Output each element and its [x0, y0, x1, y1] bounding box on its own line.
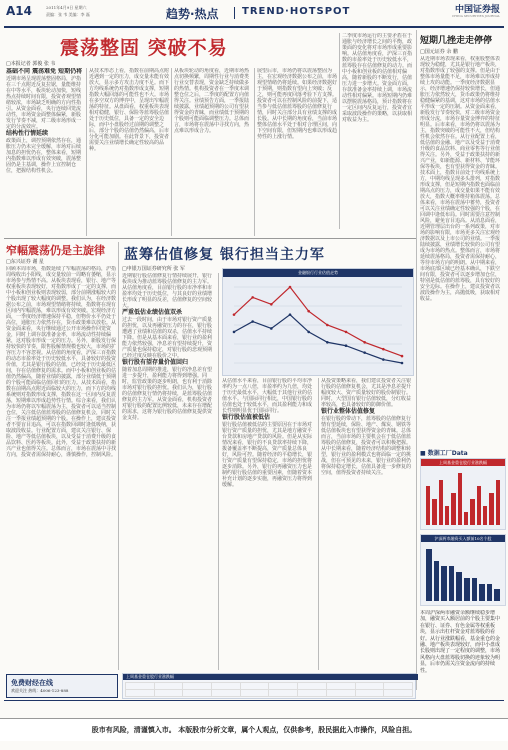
lead-col-rule-1	[86, 68, 87, 236]
series-point	[307, 310, 310, 313]
bar	[451, 493, 455, 526]
bar	[441, 566, 447, 601]
footer-rule	[4, 700, 504, 701]
bar	[432, 499, 436, 525]
lead-headline: 震荡整固 突破不易	[60, 37, 228, 59]
bottom-table-grid	[125, 682, 413, 697]
series-point	[345, 331, 348, 334]
bottom-table-title: 上周基金重仓股行业涨跌幅	[123, 674, 418, 680]
right-byline: □国元证券 余 鹏	[420, 49, 458, 55]
feature-col-rule-1	[218, 273, 219, 670]
lead-col-1: 基础不同 震荡难免 短期仍将 近期市场呈现震荡整固格局，沪指在三千点附近反复拉锯，量能维持在中等水平，板块轮动加快，短线热点持续时间有限，投资者观望情绪较浓，市场缺乏明确的方向性指引。从资金面看，央行连续回笼流动性，市场资金面整体偏紧，新股发行节奏不减，对二级市场形成一定的分流效应。 结构性行情延续 政策面上，调控预期依然存在，通胀压力仍未完全缓解，市场对后续加息的担忧仍在，整体来看，短期内指数难以形成有效突破，震荡整固仍是主基调，操作上宜控制仓位，把握结构性机会。	[6, 68, 83, 174]
feature-byline: □申银万国证券研究所 张 军	[122, 266, 185, 272]
bar	[445, 506, 449, 526]
feature-subhead-4: 银行业整体估值修复	[321, 408, 376, 415]
right-chart-2-title: 沪深两市融资买入额前10名个股	[421, 535, 505, 542]
section-divider	[234, 7, 235, 19]
feature-col-1: 近期银行股估值修复行情持续展开，银行板块成为推动蓝筹股估值修复的主力军。从估值角度看，目前银行股的市净率和市盈率均处于历史低位，与其良好的业绩增长形成了明显的反差，估值修复的空间较大。 严重低估业绩估值双杀 过去一段时间，由于市场对银行资产质量的担忧，以及再融资压力的存在，银行股遭遇了业绩和估值的双杀，估值水平持续下降。但是从基本面来看，银行业的盈利能力依然较强，净息差有望持续提升，资产质量也保持稳定，对银行股的悲观预期已经过度反映在股价之中。 银行股有望存量价值回归 随着加息周期的推进，银行的净息差有望进一步提升，盈利能力将得到增强。同时，监管政策的逐步明朗，也有利于消除市场对银行股的担忧。我们认为，银行股的估值修复行情仍将持续，是蓝筹股估值修复的主力军。从资金面看，机构投资者对银行股的配置比例较低，未来存在增配的需求，这将为银行股的估值修复提供资金支持。	[122, 273, 216, 670]
page-editor: 责编：张 韦 美编：李 磊	[46, 12, 90, 17]
series-line-1	[234, 287, 402, 356]
data-factory-title: ■ 数据工厂Data	[420, 450, 468, 457]
right-headline: 短期几挫走走停停	[420, 36, 493, 46]
side-col-rule	[118, 242, 119, 670]
feature-subhead-2: 银行股有望存量价值回归	[122, 359, 189, 366]
side-byline: □东兴证券 谢 星	[6, 259, 44, 265]
mid-rule	[4, 238, 416, 239]
lead-byline: □本报记者 郭俊 张 韦	[6, 61, 56, 67]
bar	[483, 506, 487, 526]
ad-title: 免费财经在线	[11, 679, 53, 687]
right-col-text: 从近期市场表现来看，权重股整体表现较为稳健，尤其是银行地产板块，对指数形成了较强的支撑。但是由于整体市场量能不足，市场难以形成持续上攻的动能。一季度经济数据显示，经济增速仍保持较快增长，但通胀压力依然较大，货币政策仍将维持稳健偏紧的基调，这对市场的估值水平形成一定的压制。从资金面来看，新股发行节奏较快，对二级市场资金形成分流，市场存量资金博弈的特征明显。后市来看，市场仍将以震荡为主，指数突破的可能性不大，但结构性机会依然存在。从行业配置上看，低估值的金融、地产以及受益于消费升级的食品饮料、商业零售等行业值得关注。另外，受益于政策扶持的新兴产业，如新能源、新材料、节能环保等板块，也有望获得资金的青睐。技术面上，指数目前处于均线系统上方，中期均线呈现多头排列，对指数形成支撑，但是短期内指数也面临前期高点的压力，成交量如果不能有效放大，指数大概率维持箱体震荡。总体来看，市场在震荡中蓄势，投资者可以关注业绩确定性较强的个股，在回调中逢低布局。同时需要注意控制风险，避免盲目追高。从消息面看，近期管理层出台的一系列政策，对市场的影响有限，市场更多关注宏观经济数据以及上市公司的业绩。一季报陆续披露，业绩增长较快的公司有望成为市场的热点。整体而言，市场将延续震荡格局，投资者需保持耐心，等待市场方向的明朗。从中期来看，市场底部区域已经基本确认，下跌空间有限，投资者可以逐步增加仓位，特别是低估值的蓝筹股，具有较好的安全边际。在操作上，建议投资者以波段操作为主，高抛低吸，获取相对收益。	[420, 56, 501, 302]
masthead-rule	[4, 26, 504, 28]
series-point	[251, 296, 254, 299]
footer-bar	[0, 718, 508, 741]
series-point	[251, 320, 254, 323]
series-point	[363, 341, 366, 344]
side-headline: 窄幅震荡仍是主旋律	[6, 244, 105, 257]
series-point	[401, 362, 404, 365]
lead-col-4: 展望后市，市场仍将以震荡整固为主，在宏观经济数据公布之前，市场观望情绪仍将延续。如果经济数据好于预期，则指数有望向上突破；反之，则可能再度回落考验下方支撑。投资者可以在控制风险的前提下，适当参与低估值蓝筹股的估值修复行情，同时关注部分具有业绩支撑的成长股。从中长期的角度看，当前市场整体估值水平处于相对合理区间，向下空间有限，但短期内也难以形成趋势性的上涨行情。	[257, 68, 337, 140]
feature-col-3: 从投资策略来看，我们建议投资者关注银行股的估值修复机会，尤其是净息差提升幅度较大、资产质量较好的股份制银行。同时，大型国有银行估值较低，分红收益率较高，也具备较好的防御价值。 银行业整体估值修复 在银行股的带动下，蓝筹股的估值修复行情有望延续，保险、地产、煤炭、钢铁等低估值板块也有望获得资金的青睐。总体而言，当前市场的主要机会在于低估值蓝筹股的估值修复，投资者可以积极把握。从中长期来看，随着经济结构的调整和转型，银行业的盈利模式也将面临一定的挑战，但在可预见的未来，银行业的盈利仍将保持稳定增长，估值具备进一步修复的空间，值得投资者持续关注。	[321, 378, 412, 476]
series-point	[270, 327, 273, 330]
series-point	[326, 341, 329, 344]
series-point	[289, 313, 292, 316]
series-point	[289, 286, 292, 289]
bar	[456, 572, 462, 601]
series-point	[401, 355, 404, 358]
bar	[464, 578, 470, 601]
lead-subhead-1: 基础不同 震荡难免 短期仍将	[6, 68, 83, 75]
feature-headline: 蓝筹估值修复 银行担当主力军	[124, 247, 325, 263]
bar	[479, 584, 485, 601]
lead-col-3: 从板块轮动的角度看，近期市场热点切换频繁，周期性行业与消费类行业交替表现，资金缺乏持续做多的热情。机构投资者在一季度末调整仓位之后，二季度的配置方向值得关注。业绩预告方面，一季报陆续披露，业绩超预期的公司有望获得资金的青睐，而业绩低于预期的个股则可能面临调整压力。总体而言，市场将在震荡中寻找方向，热点难以形成合力。	[174, 68, 250, 134]
feature-chart	[222, 268, 414, 376]
feature-chart-title: 金融银行行业估值走势	[223, 269, 413, 277]
lead-col-2: 从技术形态上看，指数在前期高点附近遇到一定的压力，成交量未能有效放大，显示多方攻击力度不足。而下方均线系统仍对指数形成支撑，短期指数大幅回落的可能性也不大。市场在多空双方的博弈中，呈现出窄幅震荡的特征。从盘面看，权重板块表现相对稳健，银行、保险等蓝筹股估值处于历史低位，具备一定的安全边际，而中小盘股经过前期的调整之后，部分个股的估值仍然偏高，后市分化可能加剧。在此背景下，投资者需要关注业绩增长确定性较高的品种。	[89, 68, 169, 152]
section-title-en: TREND·HOTSPOT	[242, 6, 351, 17]
series-point	[326, 324, 329, 327]
bar	[458, 473, 462, 525]
series-line-2	[234, 315, 402, 363]
bottom-table	[122, 673, 416, 699]
page-number: A14	[6, 4, 32, 18]
bar	[477, 486, 481, 525]
section-title-cn: 趋势·热点	[166, 7, 219, 21]
series-point	[382, 348, 385, 351]
right-chart-2-plot	[425, 545, 501, 601]
series-point	[307, 331, 310, 334]
right-chart-1	[420, 458, 506, 530]
lead-col-5: 二季度市场运行的主要矛盾在于通胀与经济增长之间的平衡，政策面的变化将对市场形成重要影响。从估值角度看，沪深三百指数的市盈率处于历史较低水平，蓝筹股存在估值修复的动力。而中小板和创业板的估值相对偏高，随着新股的不断发行，估值压力进一步增大。资金面方面，存款准备金率持续上调，市场流动性相对偏紧。市场短期内仍难以摆脱震荡格局，预计指数将在一定区间内反复运行，投资者宜采取波段操作的策略，以获取相对收益为主。	[342, 33, 413, 123]
bar	[439, 480, 443, 526]
bar	[470, 499, 474, 525]
series-point	[363, 351, 366, 354]
data-factory-label	[420, 448, 504, 457]
bar	[489, 493, 493, 526]
ad-phone: 欢迎关注 热线：4006-123-888	[11, 688, 69, 693]
bar	[487, 584, 493, 601]
bar	[426, 486, 430, 525]
page-date: 2011年4月9日 星期六	[46, 5, 87, 10]
right-col-rule	[416, 30, 417, 690]
series-point	[382, 358, 385, 361]
series-point	[233, 331, 236, 334]
series-point	[345, 344, 348, 347]
series-point	[233, 313, 236, 316]
bar	[449, 566, 455, 601]
feature-subhead-1: 严重低估业绩估值双杀	[122, 309, 183, 316]
right-chart-1-title: 上周基金重仓股行业涨跌幅	[421, 459, 505, 466]
bar	[426, 549, 432, 601]
lead-col-rule-3	[254, 68, 255, 236]
series-point	[270, 303, 273, 306]
feature-col-2: 从估值水平来看，目前银行股的平均市净率约为一点八倍，市盈率约为九倍，均处于历史最低水平，大幅低于其他行业的估值水平。与国际同行相比，中国银行股的估值也处于较低水平，而其盈利能力和成长性则明显优于国际同行。 银行股估值被低估 银行股估值被低估的主要原因在于市场对银行资产质量的担忧，尤其是地方融资平台贷款和房地产贷款的风险。但是从实际情况来看，银行的不良贷款率持续下降，拨备覆盖率不断提高，资产质量总体良好，风险可控。随着经济的平稳增长，银行资产质量有望保持稳定，市场的担忧将逐步消除。另外，银行的再融资压力也是制约银行股估值的重要因素，但随着资本补充计划的逐步实施，再融资压力将得到缓解。	[222, 378, 316, 670]
table-row	[126, 683, 413, 690]
right-chart-2	[420, 534, 506, 606]
bar	[464, 512, 468, 525]
table-row	[126, 690, 413, 697]
lead-col-rule-2	[171, 68, 172, 236]
feature-col-rule-2	[318, 378, 319, 670]
bar	[472, 578, 478, 601]
feature-chart-plot	[228, 281, 408, 369]
feature-subhead-3: 银行股估值被低估	[222, 414, 271, 421]
paper-name: 中国证券报	[454, 5, 500, 15]
masthead	[0, 0, 508, 26]
bar	[496, 480, 500, 526]
side-col-1: 回顾本周市场，指数延续了窄幅震荡的格局，沪指周线收出小阳线，成交量较前一周略有萎缩，显示市场参与热情不高。从板块表现看，银行、地产等权重板块表现较好，对指数形成了一定的支撑，而中小板和创业板则表现较弱，部分前期涨幅较大的个股出现了较大幅度的调整。我们认为，在经济数据公布之前，市场观望情绪将持续，指数将在现有区间内窄幅震荡，难以形成有效突破。宏观经济方面，一季度经济增速保持平稳，但物价水平仍处于高位，通胀压力依然存在，货币政策难以放松。从资金面来看，央行继续通过公开市场操作回笼资金，同时上调存款准备金率，市场流动性持续偏紧，这对股市形成一定的压力。另外，新股发行保持较快的节奏，限售股解禁规模也较大，市场的扩容压力不容忽视。从估值的角度看，沪深三百指数的动态市盈率处于历史较低水平，具备较好的投资价值，尤其是银行股的估值，已经处于历史最低区间，存在估值修复的需求。而中小板和创业板的估值仍然偏高，随着业绩的披露，部分业绩低于预期的个股可能面临估值回归的压力。从技术面看，指数在前期高点附近面临较大的压力，而下方的均线系统则对指数形成支撑，指数在这一区间内反复震荡，短期难以形成趋势性行情。综合来看，我们认为市场仍将以窄幅震荡为主，投资者可以适当控制仓位，关注低估值蓝筹股的估值修复机会，同时关注一季报业绩超预期的个股。在操作上，建议投资者不要盲目追高，可以在指数回调时逢低吸纳，获取波段收益。行业配置方面，建议关注银行、保险、地产等低估值板块，以及受益于消费升级的食品饮料、医药等板块。此外，受益于政策扶持的新兴产业也值得关注。总体而言，市场在震荡中寻找方向，投资者需保持耐心，谨慎操作，控制风险。	[6, 266, 116, 458]
bar	[494, 589, 500, 601]
footer-disclaimer: 股市有风险，清谨慎入市。 本版股市分析文章，属个人观点，仅供参考，股民据此入市操作，风险自担。	[91, 726, 417, 734]
bar	[434, 561, 440, 601]
ad-box	[6, 674, 118, 698]
lead-col-rule-4	[339, 33, 340, 229]
paper-subtitle: CHINA SECURITIES JOURNAL	[452, 14, 500, 18]
right-col-note: 本周沪深两市融资余额继续稳步增加，融资买入额居前的个股主要集中在银行、证券、有色金属等权重板块，显示出杠杆资金对蓝筹股的看好。从行业涨跌幅看，基金重仓的金融、地产板块表现较好，而中小盘成长股则出现了一定程度的调整，市场风格向大盘蓝筹股切换的迹象较为明显，后市仍需关注资金流向的持续性。	[420, 610, 501, 674]
lead-subhead-2: 结构性行情延续	[6, 130, 49, 137]
right-chart-1-plot	[425, 469, 501, 525]
